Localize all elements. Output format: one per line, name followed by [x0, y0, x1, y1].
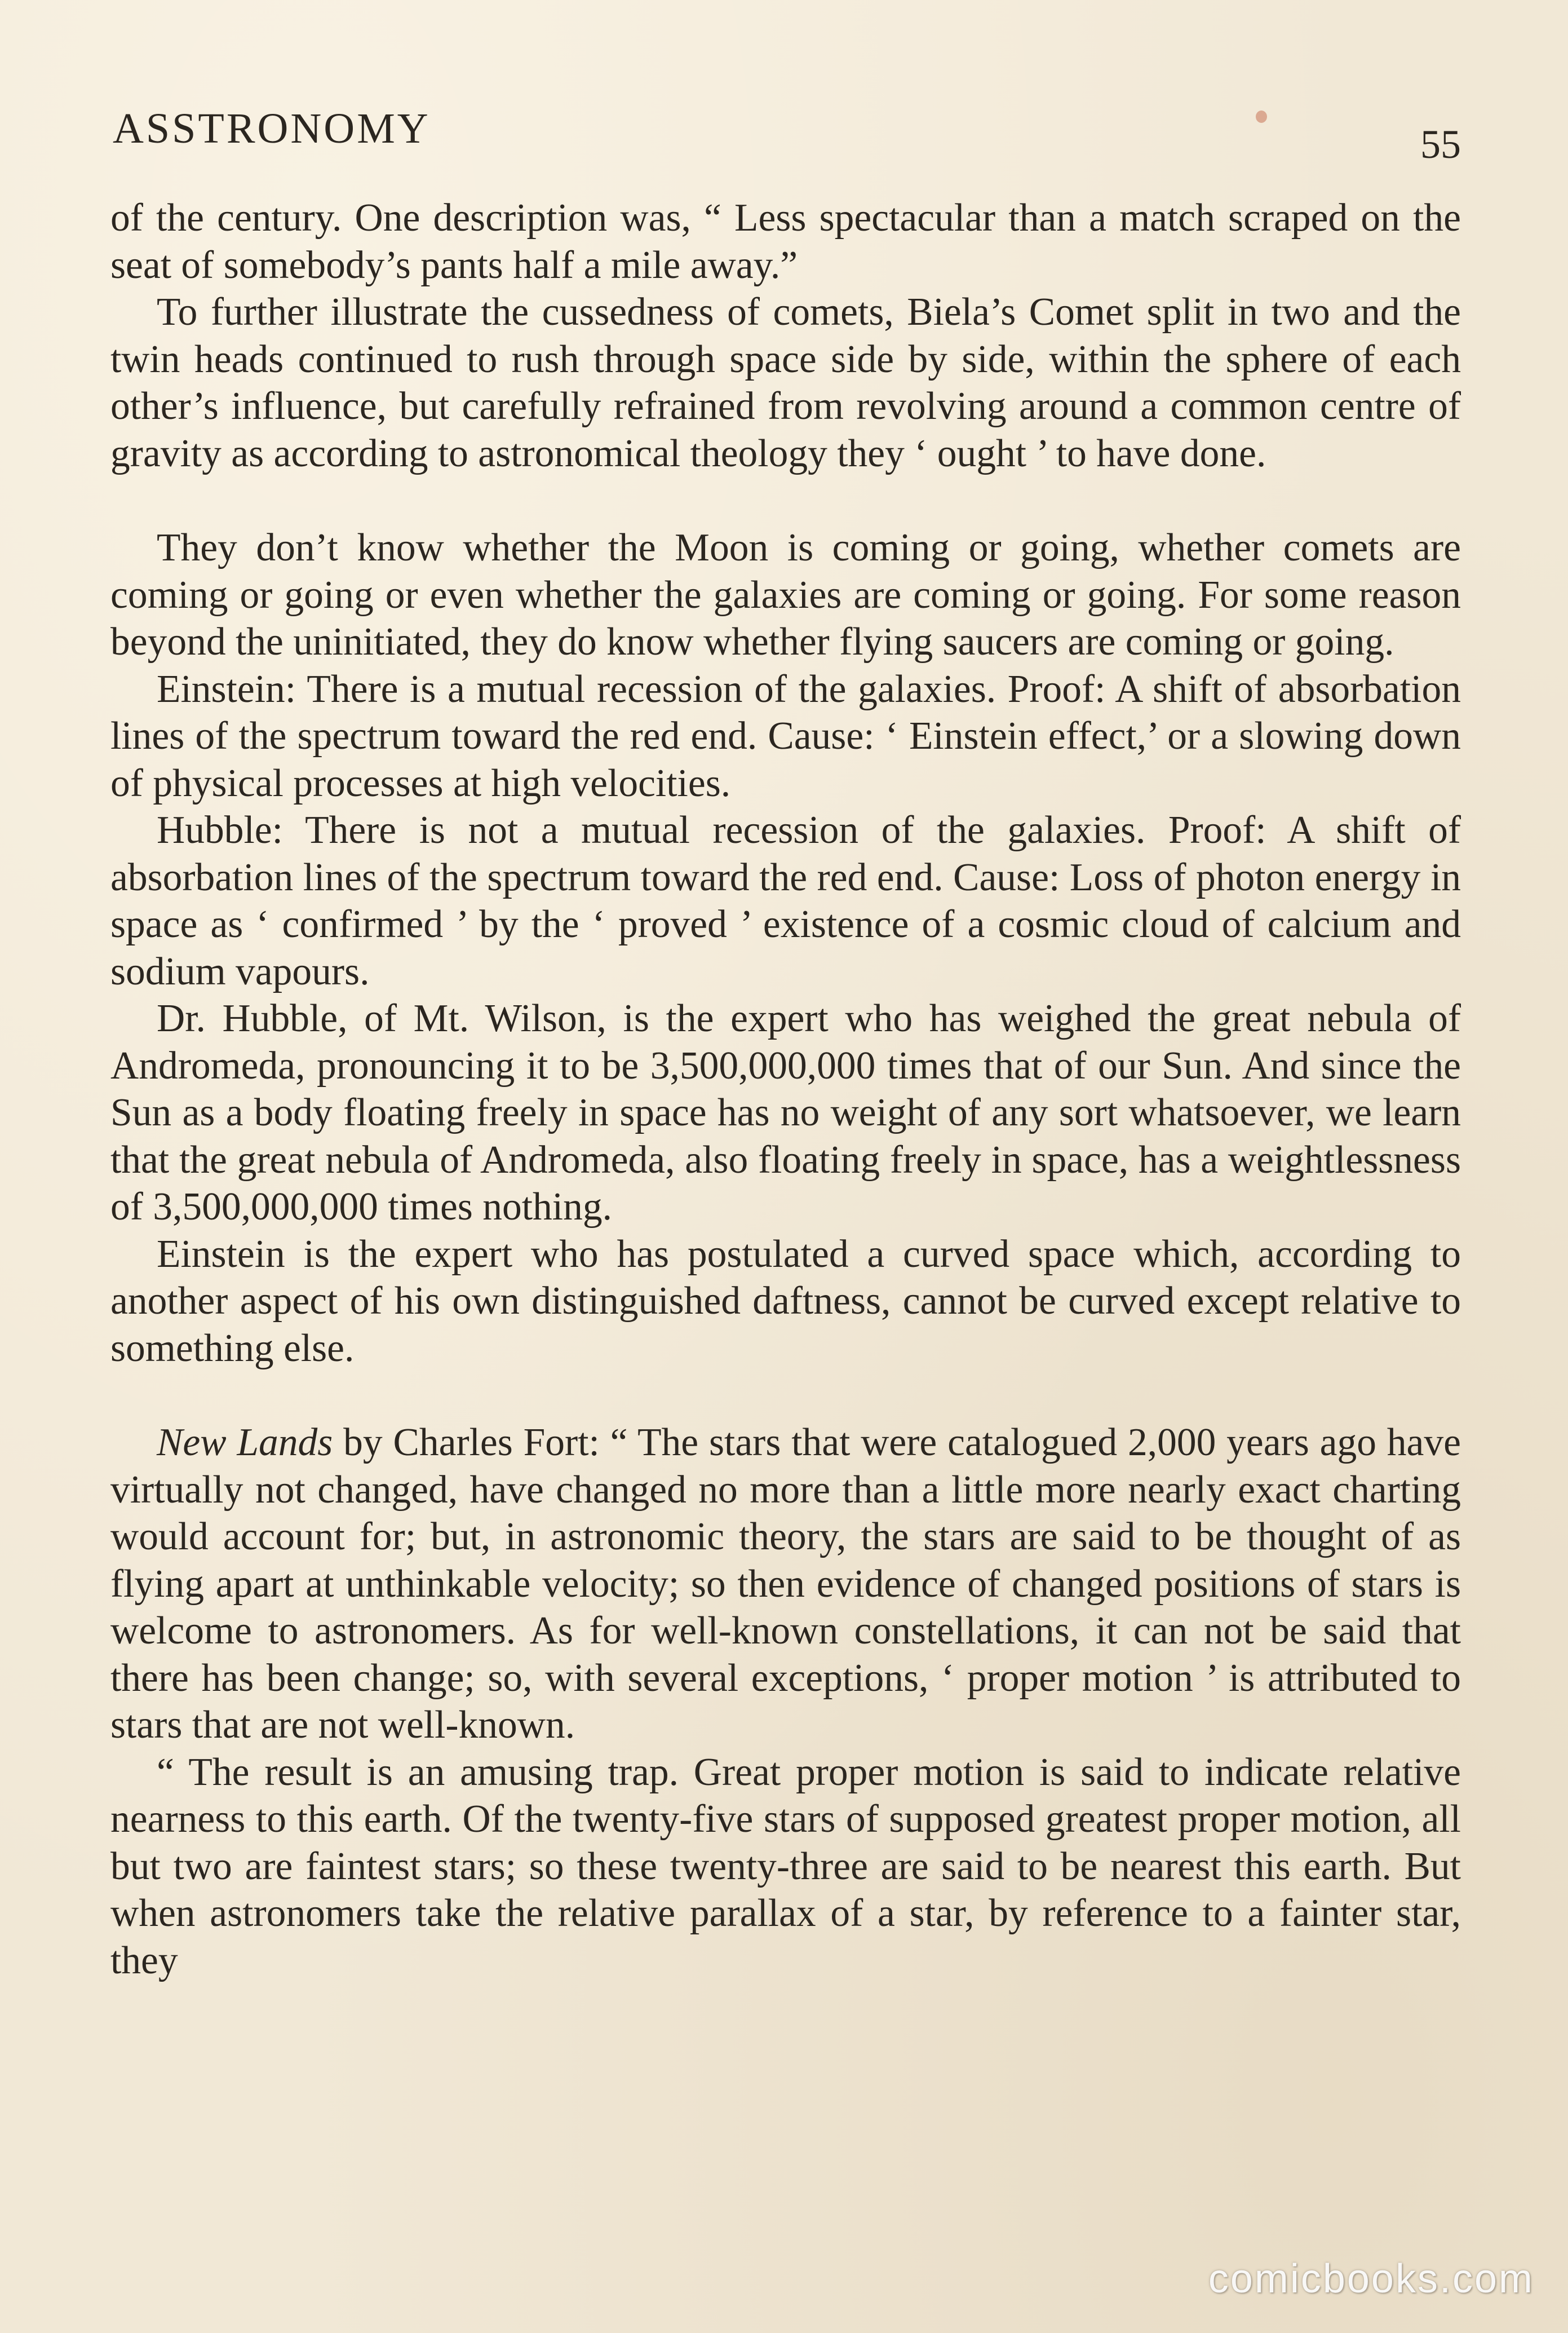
book-title: New Lands: [157, 1421, 333, 1464]
body-text: [110, 195, 1461, 1984]
paragraph: Dr. Hubble, of Mt. Wilson, is the expert who has weighed the great nebula of Andromeda, pronouncing it to be 3,500,000,000 times that of our Sun. And since the Sun as a body floating freely in space has no weight of any sort whatsoever, we learn that the great nebula of Andromeda, also floating freely in space, has a weightlessness of 3,500,000,000 times nothing.: [110, 997, 1461, 1229]
quote-attribution: by Charles Fort:: [333, 1421, 610, 1464]
paragraph: Einstein: There is a mutual recession of the galaxies. Proof: A shift of absorbation lines of the spectrum toward the red end. Cause: ‘ Einstein effect,’ or a slowing down of physical processes at high velocities.: [110, 667, 1461, 805]
section-break: [110, 477, 1461, 524]
page-blemish: [1256, 111, 1267, 123]
site-watermark: comicbooks.com: [1208, 2256, 1534, 2301]
quote-paragraph: “ The result is an amusing trap. Great proper motion is said to indicate relative nearness to this earth. Of the twenty-five stars of supposed greatest proper motion, all but two are faintest stars; so these twenty-three are said to be nearest this earth. But when astronomers take the relative parallax of a star, by reference to a fainter star, they: [110, 1750, 1461, 1982]
paragraph: Einstein is the expert who has postulated a curved space which, according to another aspect of his own distinguished daftness, cannot be curved except relative to something else.: [110, 1232, 1461, 1370]
running-title: ASSTRONOMY: [113, 105, 431, 152]
page-number: 55: [1420, 122, 1461, 167]
paragraph: Hubble: There is not a mutual recession of the galaxies. Proof: A shift of absorbation lines of the spectrum toward the red end. Cause: Loss of photon energy in space as ‘ confirmed ’ by the ‘ proved ’ existence of a cosmic cloud of calcium and sodium vapours.: [110, 808, 1461, 993]
paragraph: They don’t know whether the Moon is coming or going, whether comets are coming or going or even whether the galaxies are coming or going. For some reason beyond the uninitiated, they do know whether flying saucers are coming or going.: [110, 526, 1461, 664]
quote-paragraph: [110, 1419, 1461, 1749]
section-break: [110, 1372, 1461, 1419]
paragraph: of the century. One description was, “ Less spectacular than a match scraped on the seat of somebody’s pants half a mile away.”: [110, 196, 1461, 287]
quote-text: “ The stars that were catalogued 2,000 years ago have virtually not changed, have changed no more than a little more nearly exact charting would account for; but, in astronomic theory, the stars are said to be thought of as flying apart at unthinkable velocity; so then evidence of changed positions of stars is welcome to astronomers. As for well-known constellations, it can not be said that there has been change; so, with several exceptions, ‘ proper motion ’ is attributed to stars that are not well-known.: [110, 1421, 1461, 1747]
paragraph: To further illustrate the cussedness of comets, Biela’s Comet split in two and the twin heads continued to rush through space side by side, within the sphere of each other’s influence, but carefully refrained from revolving around a common centre of gravity as according to astronomical theology they ‘ ought ’ to have done.: [110, 290, 1461, 475]
